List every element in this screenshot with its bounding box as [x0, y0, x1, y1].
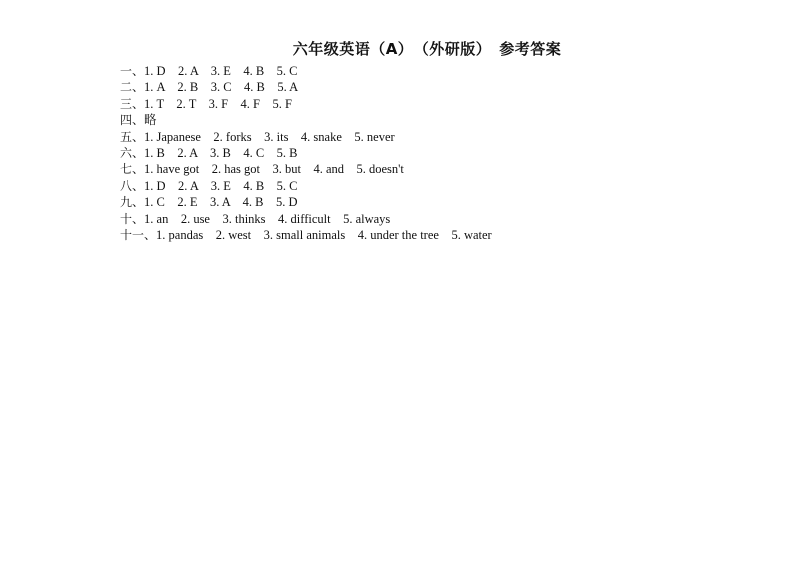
answer-row-5: [120, 129, 680, 145]
section-label: 八、: [120, 178, 145, 193]
answer-row-9: [120, 194, 680, 210]
answer-text: 略: [144, 113, 157, 128]
section-label: 三、: [120, 96, 145, 111]
answer-text: 1. D 2. A 3. E 4. B 5. C: [144, 64, 298, 78]
section-label: 六、: [120, 145, 145, 160]
section-label: 四、: [120, 113, 145, 128]
answer-row-8: [120, 178, 680, 194]
section-label: 十、: [120, 211, 145, 226]
section-label: 二、: [120, 80, 145, 95]
section-label: 七、: [120, 162, 145, 177]
section-label: 十一、: [120, 227, 157, 242]
answer-text: 1. D 2. A 3. E 4. B 5. C: [144, 178, 298, 193]
answer-row-7: [120, 161, 680, 177]
page-title: 六年级英语（A） （外研版） 参考答案: [292, 40, 562, 58]
answer-row-3: [120, 96, 680, 112]
answer-text: 1. C 2. E 3. A 4. B 5. D: [144, 195, 298, 210]
answer-text: 1. T 2. T 3. F 4. F 5. F: [144, 96, 292, 111]
answer-text: 1. Japanese 2. forks 3. its 4. snake 5. never: [144, 129, 395, 144]
answer-row-6: [120, 145, 680, 161]
answer-text: 1. an 2. use 3. thinks 4. difficult 5. always: [144, 211, 391, 226]
answer-row-1: [120, 63, 680, 79]
section-label: 五、: [120, 129, 145, 144]
answer-row-10: [120, 211, 680, 227]
answer-list: [120, 63, 680, 243]
answer-text: 1. pandas 2. west 3. small animals 4. under the tree 5. water: [156, 227, 492, 242]
answer-text: 1. A 2. B 3. C 4. B 5. A: [144, 80, 299, 95]
section-label: 九、: [120, 195, 145, 210]
answer-text: 1. have got 2. has got 3. but 4. and 5. doesn't: [144, 162, 404, 177]
answer-row-11: [120, 227, 680, 243]
answer-row-4: [120, 112, 680, 128]
answer-row-2: [120, 79, 680, 95]
section-label: 一、: [120, 64, 145, 78]
answer-text: 1. B 2. A 3. B 4. C 5. B: [144, 145, 298, 160]
